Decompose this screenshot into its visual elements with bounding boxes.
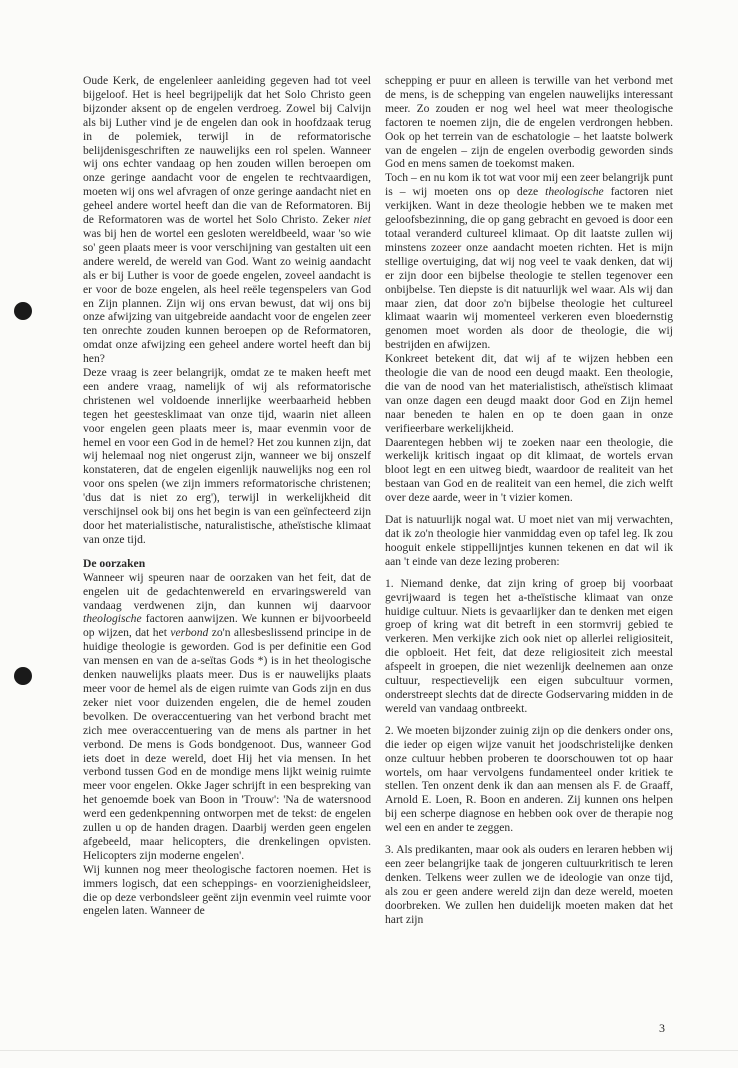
left-column [83,74,371,918]
right-paragraph-4: Daarentegen hebben wij te zoeken naar een theologie, die werkelijk kritisch ingaat op dit klimaat, de wortels ervan bloot legt en een uitweg biedt, waardoor de realiteit van het bestaan van God en de realiteit van een hemel, die zich welft over deze aarde, weer in 't vizier komen. [385,435,673,505]
list-item-2: 2. We moeten bijzonder zuinig zijn op die denkers onder ons, die ieder op eigen wijze vanuit het joodschristelijke denken onze cultuur hebben proberen te doorschouwen tot op haar wortels, om haar vervolgens fundamenteel onder kritiek te stellen. Ten onzent denk ik dan aan mensen als F. de Graaff, Arnold E. Loen, R. Boon en anderen. Zij kunnen ons helpen bij een scherpe diagnose en hebben ook over de therapie nog wel een en ander te zeggen. [385,723,673,835]
left-paragraph-3: Wanneer wij speuren naar de oorzaken van het feit, dat de engelen uit de gedachtenwereld en ervaringswereld van vandaag verdwenen zijn, dan kunnen wij daarvoor theologische factoren aanwijzen. We kunnen er bijvoorbeeld op wijzen, dat het verbond zo'n allesbeslissend principe in de huidige theologie is geworden. God is per definitie een God van mensen en van de a-seïtas Gods *) is in het theologische denken nauwelijks plaats meer. Dus is er nauwelijks plaats meer voor de hemel als de eigen ruimte van Gods zijn en dus zeker niet voor duizenden engelen, die de hemel zouden bevolken. De overaccentuering van het verbond bracht met zich mee overaccentuering van de mens als partner in het verbond. De mens is Gods bondgenoot. Dus, wanneer God iets doet in deze wereld, doet Hij het via mensen. In het verbond tussen God en de mondige mens lijkt weinig ruimte meer voor engelen. Okke Jager schrijft in een bespreking van het genoemde boek van Boon in 'Trouw': 'Na de watersnood werd een gedenkpenning ontworpen met de tekst: de engelen zullen u op de handen dragen. Daarbij werden geen engelen afgebeeld, maar helicopters, die drenkelingen opvisten. Helicopters zijn moderne engelen'. [83,570,371,862]
scan-edge-line [0,1050,738,1051]
right-paragraph-2: Toch – en nu kom ik tot wat voor mij een zeer belangrijk punt is – wij moeten ons op deze theologische factoren niet verkijken. Want in deze theologie hebben we te maken met geloofsbezinning, die op gang gebracht en gevoed is door een totaal veranderd cultureel klimaat. Op dit laatste zullen wij minstens zozeer onze aandacht moeten richten. Het is mijn stellige overtuiging, dat wij nog veel te vaak denken, dat wij er zijn door een bijbelse theologie te stellen tegenover een onbijbelse. Ten diepste is dit natuurlijk wel waar. Als wij dan maar zien, dat door zo'n bijbelse theologie het cultureel klimaat waarin wij momenteel verkeren even bloedernstig genomen moet worden als door de theologie, die wij bestrijden en afwijzen. [385,171,673,352]
left-paragraph-4: Wij kunnen nog meer theologische factoren noemen. Het is immers logisch, dat een scheppings- en voorzienigheidsleer, die op deze verbondsleer geënt zijn evenmin veel ruimte voor engelen laten. Wanneer de [83,862,371,918]
section-heading-oorzaken: De oorzaken [83,556,146,570]
right-column [385,74,673,926]
left-paragraph-2: Deze vraag is zeer belangrijk, omdat ze te maken heeft met een andere vraag, namelijk of wij als reformatorische christenen wel voldoende innerlijke weerbaarheid hebben tegen het geestesklimaat van onze tijd, waarin niet alleen voor engelen geen plaats meer is, maar evenmin voor de hemel en voor een God in de hemel? Het zou kunnen zijn, dat wij helemaal nog niet ongerust zijn, wanneer we bij onszelf konstateren, dat de engelen eigenlijk nauwelijks nog een rol voor ons spelen (we zijn immers reformatorische christenen; 'dus dat is niet zo erg'), terwijl in werkelijkheid dit verschijnsel ook bij ons het begin is van een geïnfecteerd zijn door het materialistische, naturalistische, atheïstische klimaat van onze tijd. [83,366,371,546]
punch-hole-upper [14,302,32,320]
page-number: 3 [659,1021,665,1035]
list-item-3: 3. Als predikanten, maar ook als ouders en leraren hebben wij een zeer belangrijke taak de jongeren cultuurkritisch te leren denken. Telkens weer zullen we de ideologie van onze tijd, als zou er geen andere wereld zijn dan deze wereld, moeten doorbreken. We zullen hen duidelijk moeten maken dat het hart zijn [385,843,673,926]
right-paragraph-3: Konkreet betekent dit, dat wij af te wijzen hebben een theologie die van de nood een deugd maakt. Een theologie, die van de nood van het materialistisch, atheïstisch klimaat van onze dagen een deugd maakt door God en Zijn hemel naar beneden te halen en op te doen gaan in onze verifieerbare werkelijkheid. [385,352,673,435]
right-paragraph-5: Dat is natuurlijk nogal wat. U moet niet van mij verwachten, dat ik zo'n theologie hier vanmiddag even op tafel leg. Ik zou hooguit enkele stippellijntjes kunnen tekenen en dat wil ik aan 't einde van deze lezing proberen: [385,513,673,568]
left-paragraph-1: Oude Kerk, de engelenleer aanleiding gegeven had tot veel bijgeloof. Het is heel begrijpelijk dat het Solo Christo geen bijzonder aksent op de engelen verdroeg. Zowel bij Calvijn als bij Luther vind je de engelen dan ook in hoofdzaak terug in de polemiek, terwijl in de reformatorische belijdenisgeschriften ze nauwelijks een rol spelen. Wanneer wij ons echter vandaag op hen zouden willen beroepen om onze geringe aandacht voor de engelen te rechtvaardigen, moeten wij ons wel afvragen of onze geringe aandacht niet en geheel andere wortel heeft dan die van de Reformatoren. Bij de Reformatoren was de wortel het Solo Christo. Zeker niet was bij hen de wortel een gesloten wereldbeeld, waar 'so wie so' geen plaats meer is voor verschijning van gestalten uit een andere wereld, de wereld van God. Want zo weinig aandacht als er bij Luther is voor de goede engelen, zoveel aandacht is er voor de boze engelen, als heel reële tegenspelers van God en Zijn plannen. Zijn wij ons ervan bewust, dat wij ons bij onze afwijzing van uitgebreide aandacht voor de engelen zeer ten onrechte zouden kunnen beroepen op de Reformatoren, omdat onze afwijzing een geheel andere wortel heeft dan bij hen? [83,74,371,366]
right-paragraph-1: schepping er puur en alleen is terwille van het verbond met de mens, is de schepping van engelen nauwelijks interessant meer. Zo zouden er nog wel heel wat meer theologische factoren te noemen zijn, die de engelen verdrongen hebben. Ook op het terrein van de eschatologie – het laatste bolwerk van de engelen – zijn de engelen overbodig geworden sinds God en mens samen de toekomst maken. [385,74,673,171]
punch-hole-lower [14,667,32,685]
list-item-1: 1. Niemand denke, dat zijn kring of groep bij voorbaat gevrijwaard is tegen het a-theïstische klimaat van onze huidige cultuur. Niets is gevaarlijker dan te denken met eigen groep of kring wat dit betreft in een stormvrij gebied te verkeren. Men verkijke zich ook niet op allerlei religiositeit, die opbloeit. Het feit, dat deze religiositeit zich meestal afspeelt in groepen, die niet wezenlijk deelnemen aan onze cultuur, respectievelijk een eigen subcultuur vormen, onderstreept slechts dat de directe Godservaring midden in de wereld van vandaag ontbreekt. [385,576,673,715]
